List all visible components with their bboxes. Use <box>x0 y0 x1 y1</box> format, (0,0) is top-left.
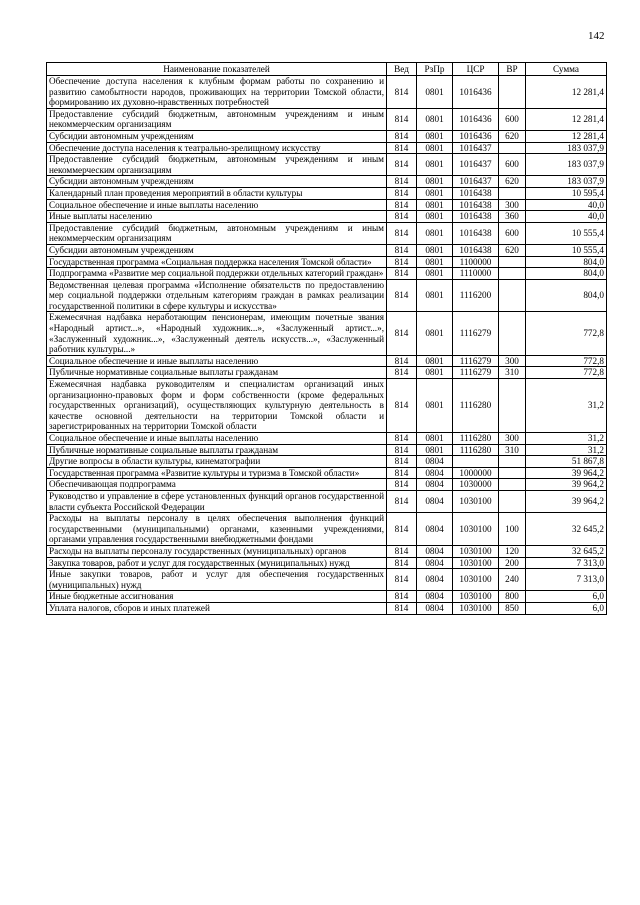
cell-sum: 31,2 <box>526 444 607 456</box>
cell-ved: 814 <box>387 602 417 614</box>
cell-ved: 814 <box>387 76 417 109</box>
header-ved: Вед <box>387 63 417 76</box>
cell-csr: 1116280 <box>453 444 499 456</box>
cell-ved: 814 <box>387 130 417 142</box>
cell-csr: 1030100 <box>453 513 499 546</box>
cell-name: Обеспечение доступа населения к клубным формам работы по сохранению и развитию самобытности народов, проживающих на территории Томской области, формированию их духовно-нравственных потребностей <box>47 76 387 109</box>
cell-csr: 1116280 <box>453 379 499 433</box>
table-row <box>47 244 607 256</box>
cell-vr <box>499 479 526 491</box>
cell-name: Календарный план проведения мероприятий в области культуры <box>47 187 387 199</box>
cell-vr <box>499 490 526 512</box>
cell-rzpr: 0801 <box>417 187 453 199</box>
cell-name: Руководство и управление в сфере установленных функций органов государственной власти субъекта Российской Федерации <box>47 490 387 512</box>
table-row <box>47 222 607 244</box>
cell-ved: 814 <box>387 312 417 355</box>
table-row <box>47 76 607 109</box>
cell-name: Социальное обеспечение и иные выплаты населению <box>47 199 387 211</box>
cell-name: Ежемесячная надбавка неработающим пенсионерам, имеющим почетные звания «Народный артист...», «Народный художник...», «Заслуженный артист...», «Заслуженный художник...», «Заслуженный деятель искусств...», «Заслуженный работник культуры...» <box>47 312 387 355</box>
table-row <box>47 355 607 367</box>
cell-name: Субсидии автономным учреждениям <box>47 130 387 142</box>
cell-name: Государственная программа «Развитие культуры и туризма в Томской области» <box>47 467 387 479</box>
cell-csr: 1116279 <box>453 367 499 379</box>
cell-name: Социальное обеспечение и иные выплаты населению <box>47 355 387 367</box>
cell-csr: 1016438 <box>453 187 499 199</box>
cell-sum: 12 281,4 <box>526 108 607 130</box>
cell-rzpr: 0804 <box>417 569 453 591</box>
cell-ved: 814 <box>387 545 417 557</box>
cell-sum: 772,8 <box>526 312 607 355</box>
cell-sum: 772,8 <box>526 355 607 367</box>
cell-csr: 1030100 <box>453 557 499 569</box>
cell-rzpr: 0801 <box>417 199 453 211</box>
cell-ved: 814 <box>387 187 417 199</box>
cell-ved: 814 <box>387 591 417 603</box>
cell-name: Ежемесячная надбавка руководителям и специалистам организаций иных организационно-правовых форм и форм собственности (кроме федеральных государственных организаций), осуществляющих культурную деятельность в качестве основной деятельности на территории Томской области и зарегистрированных на территории Томской области <box>47 379 387 433</box>
cell-ved: 814 <box>387 279 417 312</box>
cell-sum: 772,8 <box>526 367 607 379</box>
cell-sum: 12 281,4 <box>526 130 607 142</box>
cell-name: Иные закупки товаров, работ и услуг для обеспечения государственных (муниципальных) нужд <box>47 569 387 591</box>
cell-name: Публичные нормативные социальные выплаты гражданам <box>47 444 387 456</box>
cell-name: Публичные нормативные социальные выплаты гражданам <box>47 367 387 379</box>
header-vr: ВР <box>499 63 526 76</box>
table-row <box>47 108 607 130</box>
cell-rzpr: 0801 <box>417 444 453 456</box>
table-row <box>47 379 607 433</box>
cell-ved: 814 <box>387 367 417 379</box>
cell-rzpr: 0801 <box>417 433 453 445</box>
table-row <box>47 545 607 557</box>
table-row <box>47 154 607 176</box>
cell-csr <box>453 456 499 468</box>
cell-csr: 1016436 <box>453 130 499 142</box>
cell-sum: 31,2 <box>526 379 607 433</box>
cell-sum: 32 645,2 <box>526 545 607 557</box>
cell-csr: 1016436 <box>453 108 499 130</box>
cell-sum: 12 281,4 <box>526 76 607 109</box>
cell-csr: 1100000 <box>453 256 499 268</box>
cell-vr <box>499 76 526 109</box>
header-rzpr: РзПр <box>417 63 453 76</box>
cell-rzpr: 0804 <box>417 467 453 479</box>
cell-sum: 40,0 <box>526 199 607 211</box>
cell-rzpr: 0801 <box>417 256 453 268</box>
cell-name: Предоставление субсидий бюджетным, автономным учреждениям и иным некоммерческим организациям <box>47 108 387 130</box>
table-row <box>47 256 607 268</box>
cell-ved: 814 <box>387 176 417 188</box>
cell-rzpr: 0801 <box>417 176 453 188</box>
cell-vr: 620 <box>499 244 526 256</box>
cell-ved: 814 <box>387 199 417 211</box>
cell-sum: 39 964,2 <box>526 479 607 491</box>
cell-name: Иные выплаты населению <box>47 211 387 223</box>
table-row <box>47 444 607 456</box>
cell-ved: 814 <box>387 433 417 445</box>
cell-rzpr: 0801 <box>417 367 453 379</box>
cell-rzpr: 0804 <box>417 602 453 614</box>
cell-vr <box>499 312 526 355</box>
cell-csr: 1030100 <box>453 490 499 512</box>
cell-ved: 814 <box>387 211 417 223</box>
table-row <box>47 211 607 223</box>
cell-sum: 6,0 <box>526 591 607 603</box>
cell-vr: 300 <box>499 433 526 445</box>
cell-rzpr: 0801 <box>417 244 453 256</box>
cell-name: Предоставление субсидий бюджетным, автономным учреждениям и иным некоммерческим организациям <box>47 154 387 176</box>
header-csr: ЦСР <box>453 63 499 76</box>
cell-name: Обеспечение доступа населения к театрально-зрелищному искусству <box>47 142 387 154</box>
cell-sum: 804,0 <box>526 268 607 280</box>
table-row <box>47 602 607 614</box>
cell-vr: 310 <box>499 444 526 456</box>
table-row <box>47 456 607 468</box>
cell-csr: 1030000 <box>453 479 499 491</box>
cell-vr: 100 <box>499 513 526 546</box>
cell-vr: 850 <box>499 602 526 614</box>
table-row <box>47 569 607 591</box>
cell-rzpr: 0801 <box>417 108 453 130</box>
cell-rzpr: 0801 <box>417 312 453 355</box>
table-row <box>47 279 607 312</box>
table-row <box>47 176 607 188</box>
cell-vr: 120 <box>499 545 526 557</box>
cell-csr: 1016436 <box>453 76 499 109</box>
cell-csr: 1116200 <box>453 279 499 312</box>
cell-csr: 1016438 <box>453 222 499 244</box>
cell-name: Расходы на выплаты персоналу в целях обеспечения выполнения функций государственными (муниципальными) органами, казенными учреждениями, органами управления государственными внебюджетными фондами <box>47 513 387 546</box>
cell-ved: 814 <box>387 490 417 512</box>
cell-ved: 814 <box>387 142 417 154</box>
cell-ved: 814 <box>387 479 417 491</box>
cell-csr: 1000000 <box>453 467 499 479</box>
cell-csr: 1116280 <box>453 433 499 445</box>
table-row <box>47 513 607 546</box>
cell-rzpr: 0801 <box>417 211 453 223</box>
cell-vr: 360 <box>499 211 526 223</box>
cell-rzpr: 0801 <box>417 379 453 433</box>
header-name: Наименование показателей <box>47 63 387 76</box>
table-row <box>47 130 607 142</box>
cell-name: Другие вопросы в области культуры, кинематографии <box>47 456 387 468</box>
table-row <box>47 490 607 512</box>
cell-ved: 814 <box>387 467 417 479</box>
cell-vr: 800 <box>499 591 526 603</box>
cell-sum: 6,0 <box>526 602 607 614</box>
cell-name: Обеспечивающая подпрограмма <box>47 479 387 491</box>
cell-ved: 814 <box>387 154 417 176</box>
cell-rzpr: 0801 <box>417 154 453 176</box>
table-row <box>47 142 607 154</box>
cell-ved: 814 <box>387 444 417 456</box>
cell-ved: 814 <box>387 256 417 268</box>
table-row <box>47 467 607 479</box>
cell-vr: 620 <box>499 176 526 188</box>
cell-ved: 814 <box>387 456 417 468</box>
cell-name: Субсидии автономным учреждениям <box>47 176 387 188</box>
cell-vr: 600 <box>499 154 526 176</box>
cell-vr: 300 <box>499 199 526 211</box>
cell-vr <box>499 456 526 468</box>
cell-csr: 1016438 <box>453 244 499 256</box>
cell-sum: 10 555,4 <box>526 222 607 244</box>
cell-ved: 814 <box>387 557 417 569</box>
cell-csr: 1030100 <box>453 545 499 557</box>
cell-sum: 183 037,9 <box>526 142 607 154</box>
cell-ved: 814 <box>387 513 417 546</box>
table-header-row <box>47 63 607 76</box>
cell-vr: 300 <box>499 355 526 367</box>
cell-sum: 183 037,9 <box>526 176 607 188</box>
cell-rzpr: 0801 <box>417 130 453 142</box>
cell-vr <box>499 279 526 312</box>
cell-csr: 1030100 <box>453 591 499 603</box>
cell-ved: 814 <box>387 569 417 591</box>
cell-name: Закупка товаров, работ и услуг для государственных (муниципальных) нужд <box>47 557 387 569</box>
cell-ved: 814 <box>387 379 417 433</box>
cell-vr <box>499 256 526 268</box>
table-row <box>47 187 607 199</box>
cell-name: Государственная программа «Социальная поддержка населения Томской области» <box>47 256 387 268</box>
cell-ved: 814 <box>387 244 417 256</box>
cell-sum: 31,2 <box>526 433 607 445</box>
cell-sum: 39 964,2 <box>526 467 607 479</box>
cell-name: Социальное обеспечение и иные выплаты населению <box>47 433 387 445</box>
cell-csr: 1016438 <box>453 211 499 223</box>
cell-csr: 1110000 <box>453 268 499 280</box>
cell-rzpr: 0804 <box>417 591 453 603</box>
cell-name: Субсидии автономным учреждениям <box>47 244 387 256</box>
cell-csr: 1030100 <box>453 602 499 614</box>
table-row <box>47 199 607 211</box>
cell-ved: 814 <box>387 268 417 280</box>
table-row <box>47 557 607 569</box>
cell-sum: 32 645,2 <box>526 513 607 546</box>
cell-vr <box>499 268 526 280</box>
cell-ved: 814 <box>387 108 417 130</box>
table-row <box>47 433 607 445</box>
cell-rzpr: 0804 <box>417 456 453 468</box>
cell-rzpr: 0804 <box>417 557 453 569</box>
cell-sum: 804,0 <box>526 256 607 268</box>
cell-csr: 1016437 <box>453 154 499 176</box>
cell-sum: 10 595,4 <box>526 187 607 199</box>
cell-sum: 804,0 <box>526 279 607 312</box>
budget-table <box>46 62 607 615</box>
cell-name: Ведомственная целевая программа «Исполнение обязательств по предоставлению мер социальной поддержки отдельным категориям граждан в рамках реализации государственной политики в сфере культуры и искусства» <box>47 279 387 312</box>
cell-csr: 1016438 <box>453 199 499 211</box>
cell-vr <box>499 467 526 479</box>
header-sum: Сумма <box>526 63 607 76</box>
cell-csr: 1116279 <box>453 312 499 355</box>
cell-vr: 600 <box>499 108 526 130</box>
table-row <box>47 479 607 491</box>
cell-sum: 40,0 <box>526 211 607 223</box>
cell-rzpr: 0801 <box>417 222 453 244</box>
cell-rzpr: 0804 <box>417 513 453 546</box>
cell-rzpr: 0801 <box>417 279 453 312</box>
cell-vr: 310 <box>499 367 526 379</box>
cell-ved: 814 <box>387 222 417 244</box>
cell-vr: 200 <box>499 557 526 569</box>
cell-rzpr: 0801 <box>417 268 453 280</box>
cell-vr: 600 <box>499 222 526 244</box>
cell-sum: 7 313,0 <box>526 569 607 591</box>
cell-name: Подпрограмма «Развитие мер социальной поддержки отдельных категорий граждан» <box>47 268 387 280</box>
cell-sum: 183 037,9 <box>526 154 607 176</box>
cell-csr: 1030100 <box>453 569 499 591</box>
page-number: 142 <box>588 30 605 42</box>
cell-vr: 240 <box>499 569 526 591</box>
cell-sum: 51 867,8 <box>526 456 607 468</box>
cell-name: Иные бюджетные ассигнования <box>47 591 387 603</box>
cell-rzpr: 0804 <box>417 545 453 557</box>
cell-csr: 1116279 <box>453 355 499 367</box>
cell-ved: 814 <box>387 355 417 367</box>
cell-rzpr: 0804 <box>417 479 453 491</box>
cell-rzpr: 0801 <box>417 76 453 109</box>
cell-sum: 10 555,4 <box>526 244 607 256</box>
cell-sum: 39 964,2 <box>526 490 607 512</box>
cell-rzpr: 0801 <box>417 355 453 367</box>
table-row <box>47 591 607 603</box>
cell-name: Уплата налогов, сборов и иных платежей <box>47 602 387 614</box>
cell-rzpr: 0804 <box>417 490 453 512</box>
cell-name: Расходы на выплаты персоналу государственных (муниципальных) органов <box>47 545 387 557</box>
cell-vr: 620 <box>499 130 526 142</box>
cell-vr <box>499 379 526 433</box>
table-row <box>47 367 607 379</box>
table-row <box>47 268 607 280</box>
cell-csr: 1016437 <box>453 176 499 188</box>
cell-csr: 1016437 <box>453 142 499 154</box>
cell-vr <box>499 142 526 154</box>
cell-sum: 7 313,0 <box>526 557 607 569</box>
cell-name: Предоставление субсидий бюджетным, автономным учреждениям и иным некоммерческим организациям <box>47 222 387 244</box>
cell-rzpr: 0801 <box>417 142 453 154</box>
table-row <box>47 312 607 355</box>
cell-vr <box>499 187 526 199</box>
